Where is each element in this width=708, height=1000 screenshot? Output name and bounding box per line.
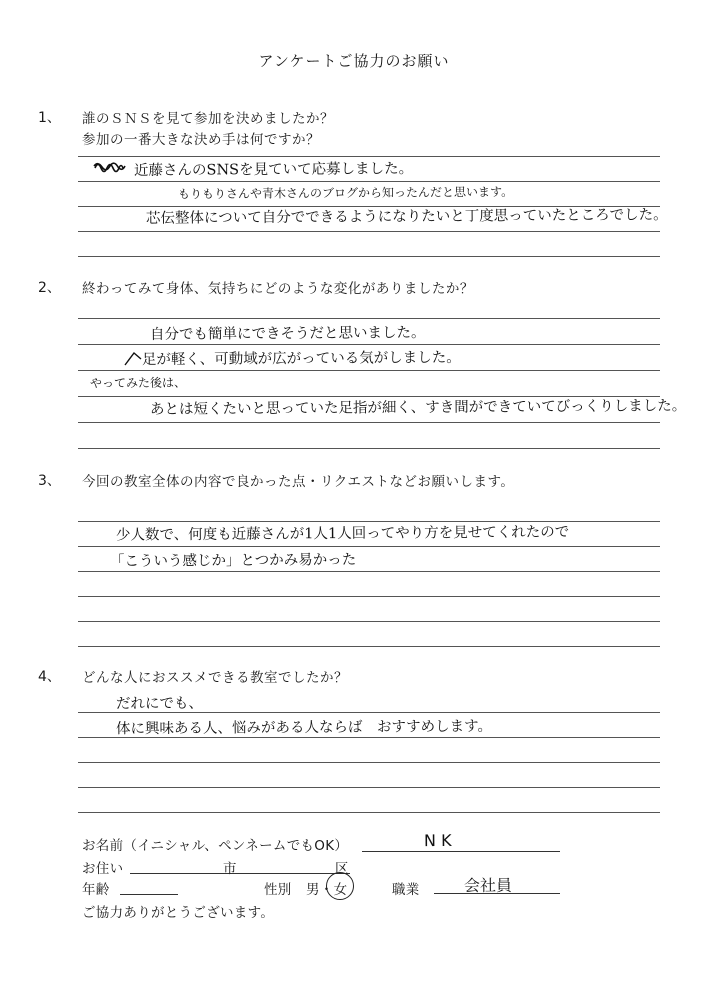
answer-rule	[78, 422, 660, 423]
question-3-line-1: 今回の教室全体の内容で良かった点・リクエストなどお願いします。	[82, 474, 515, 490]
answer-rule	[78, 318, 660, 319]
gender-label: 性別	[264, 882, 292, 898]
answer-2-line-1: 自分でも簡単にできそうだと思いました。	[149, 325, 426, 343]
question-2-line-1: 終わってみて身体、気持ちにどのような変化がありましたか？	[82, 281, 474, 297]
answer-rule	[78, 571, 660, 572]
name-underline	[362, 851, 560, 852]
survey-title: アンケートご協力のお願い	[258, 52, 450, 70]
gender-selection-circle	[326, 872, 354, 900]
answer-rule	[78, 256, 660, 257]
question-1-number: 1、	[38, 110, 61, 126]
question-2-number: 2、	[38, 280, 61, 296]
ward-label: 区	[335, 861, 349, 877]
answer-1-line-3: 芯伝整体について自分でできるようになりたいと丁度思っていたところでした。	[145, 207, 668, 227]
answer-rule	[78, 448, 660, 449]
answer-rule	[78, 344, 660, 345]
answer-rule	[78, 181, 660, 182]
insert-caret-icon	[123, 350, 143, 366]
answer-rule	[78, 370, 660, 371]
answer-rule	[78, 812, 660, 813]
scribble-mark	[92, 160, 126, 176]
gender-options: 男・女	[306, 882, 348, 898]
answer-rule	[78, 546, 660, 547]
occupation-value: 会社員	[463, 875, 513, 896]
answer-2-line-2: 足が軽く、可動域が広がっている気がしました。	[141, 349, 461, 369]
address-underline	[130, 873, 350, 874]
question-1-line-2: 参加の一番大きな決め手は何ですか？	[82, 132, 320, 148]
city-label: 市	[223, 861, 237, 877]
answer-2-line-3: やってみた後は、	[89, 375, 187, 391]
answer-4-line-1: だれにでも、	[115, 695, 204, 713]
answer-rule	[78, 787, 660, 788]
answer-3-line-2: 「こういう感じか」とつかみ易かった	[109, 552, 357, 570]
occupation-label: 職業	[392, 882, 420, 898]
question-4-line-1: どんな人におススメできる教室でしたか？	[82, 670, 348, 686]
age-underline	[120, 894, 178, 895]
address-label: お住い	[82, 861, 124, 877]
thanks-text: ご協力ありがとうございます。	[82, 905, 275, 921]
question-3-number: 3、	[38, 473, 61, 489]
name-value: N K	[423, 830, 452, 851]
question-4-number: 4、	[38, 669, 61, 685]
age-label: 年齢	[82, 882, 110, 898]
answer-2-line-4: あとは短くたいと思っていた足指が細く、すき間ができていてびっくりしました。	[149, 398, 687, 418]
answer-rule	[78, 231, 660, 232]
answer-1-line-2: もりもりさんや青木さんのブログから知ったんだと思います。	[177, 184, 514, 202]
name-label: お名前（イニシャル、ペンネームでもOK）	[82, 838, 349, 854]
question-1-line-1: 誰のＳＮＳを見て参加を決めましたか？	[82, 111, 334, 127]
answer-rule	[78, 646, 660, 647]
answer-1-line-1: 近藤さんのSNSを見ていて応募しました。	[133, 161, 414, 179]
answer-rule	[78, 762, 660, 763]
answer-3-line-1: 少人数で、何度も近藤さんが1人1人回ってやり方を見せてくれたので	[115, 524, 570, 544]
answer-rule	[78, 596, 660, 597]
answer-rule	[78, 621, 660, 622]
answer-4-line-2: 体に興味ある人、悩みがある人ならば おすすめします。	[115, 718, 493, 738]
